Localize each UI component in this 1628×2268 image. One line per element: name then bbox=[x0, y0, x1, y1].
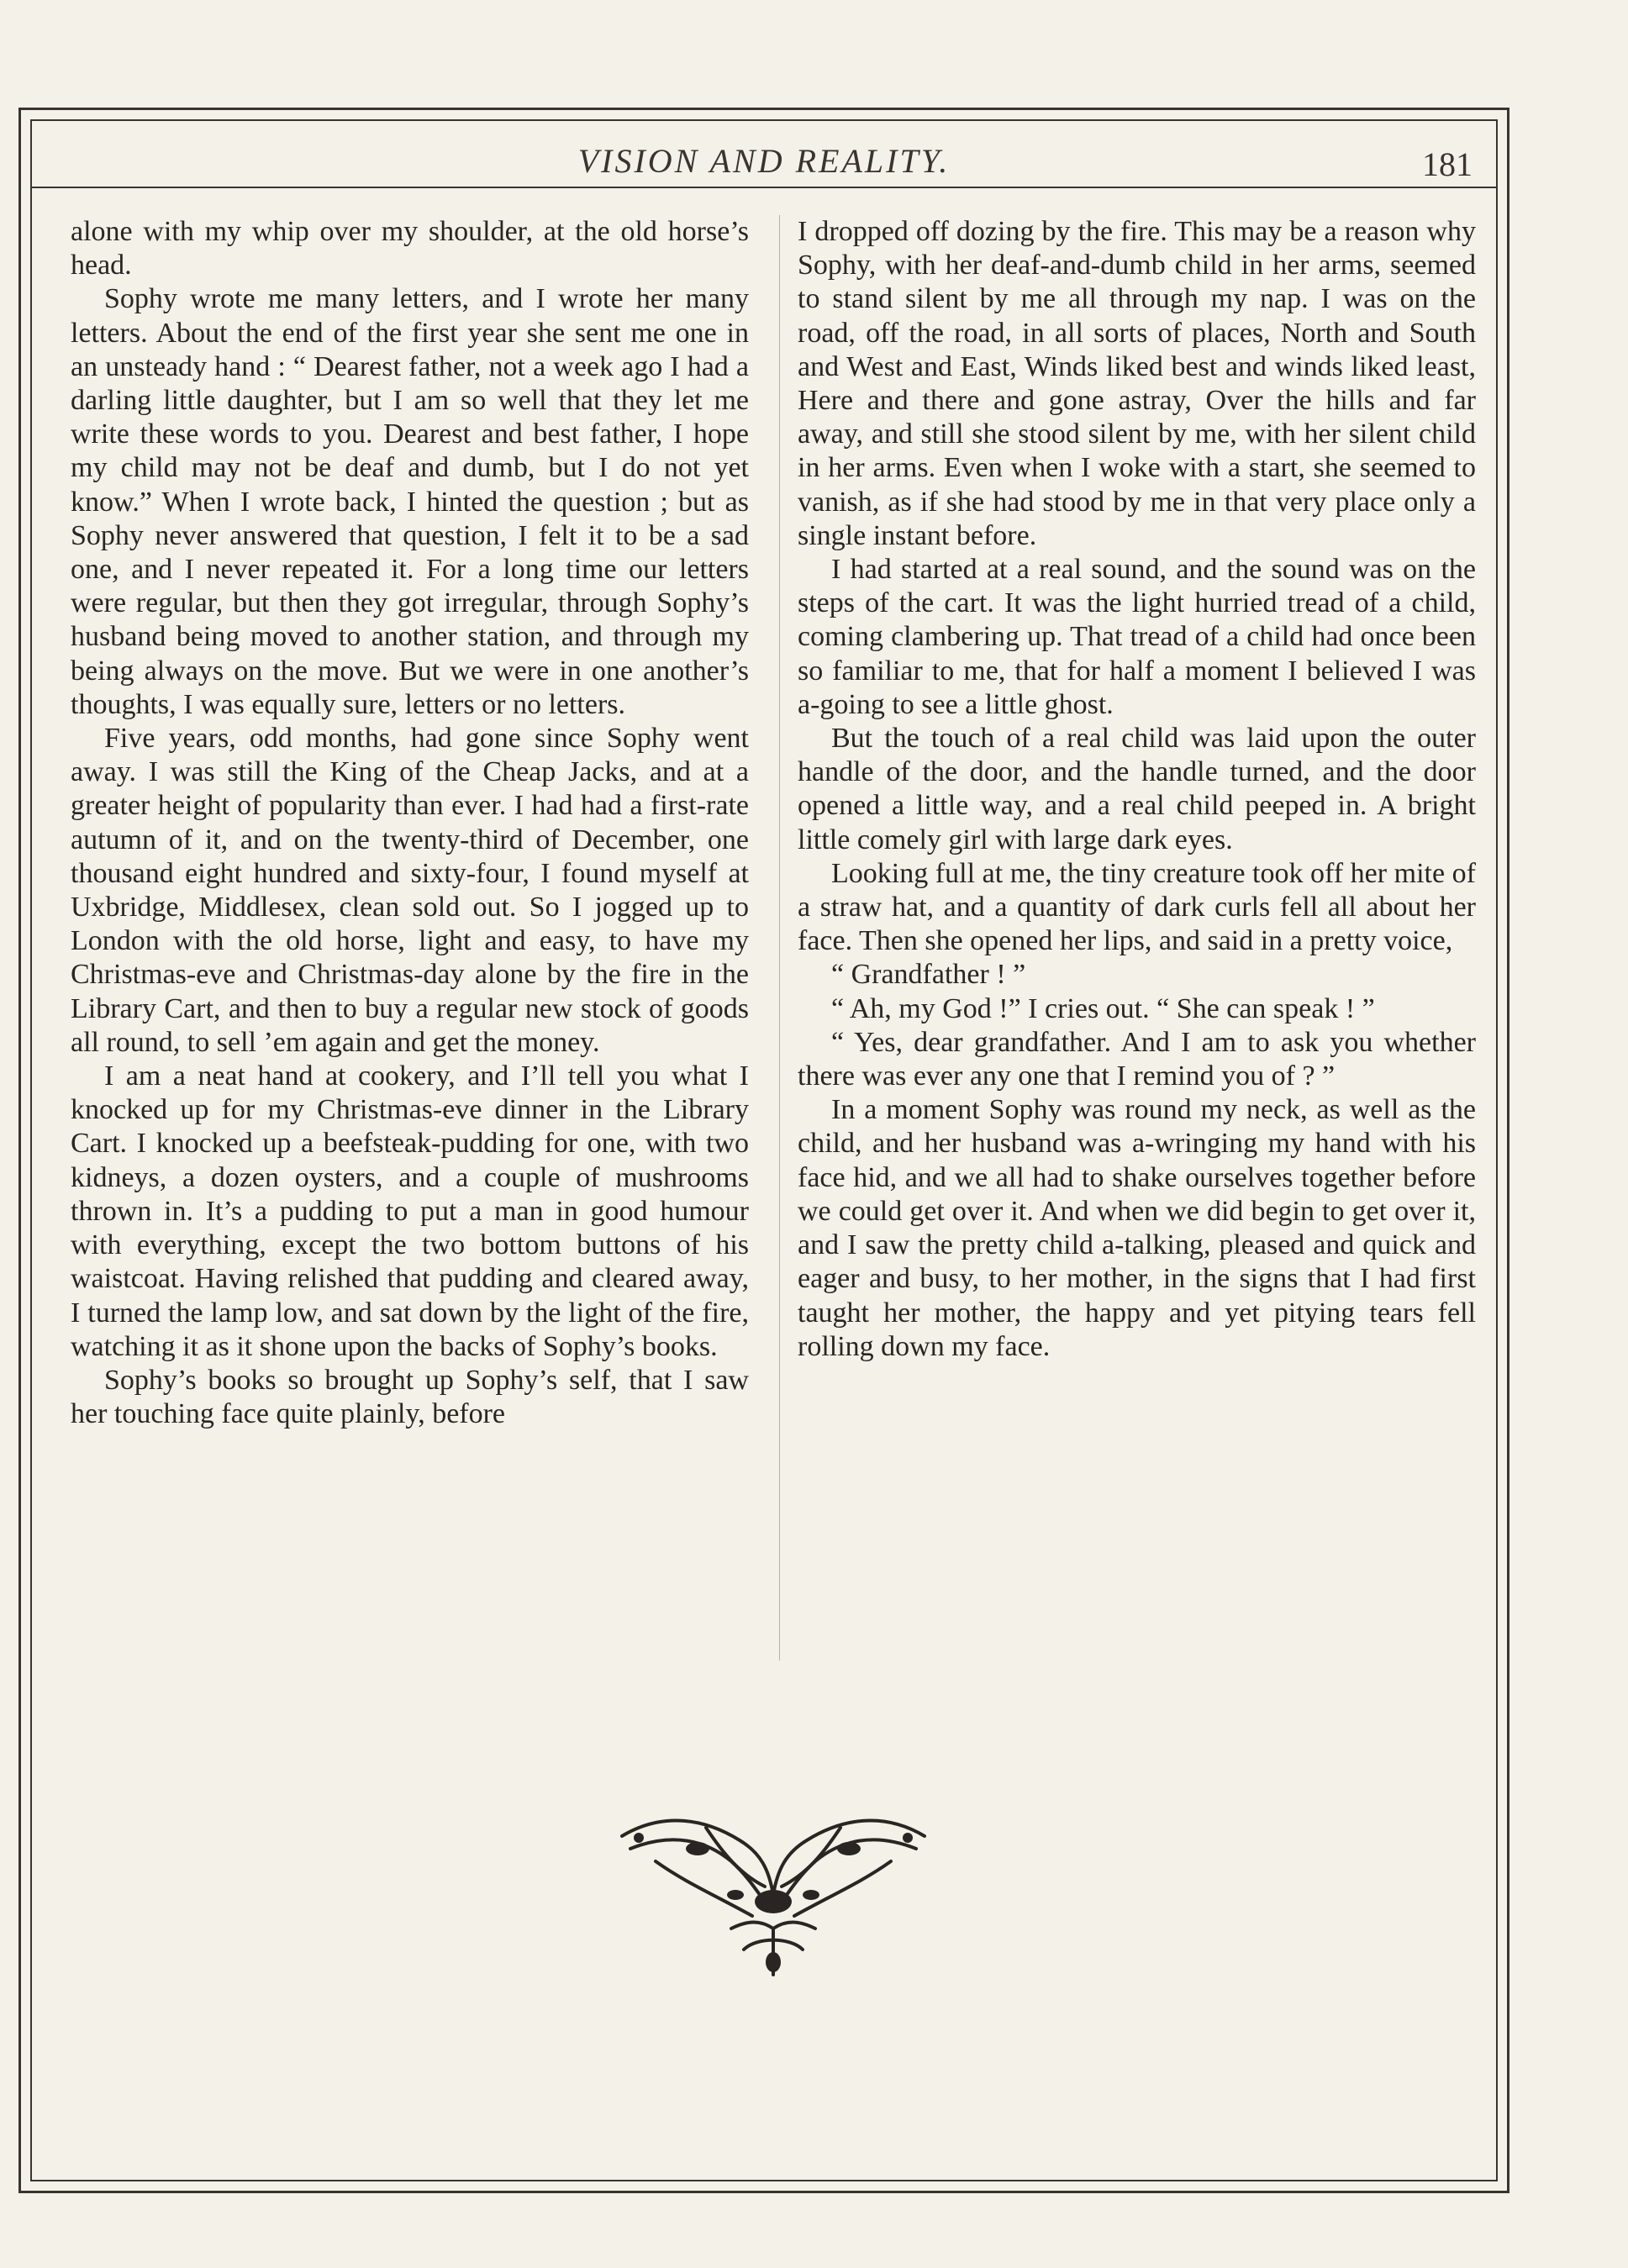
paragraph: “ Ah, my God !” I cries out. “ She can speak ! ” bbox=[831, 992, 1375, 1024]
paragraph: Sophy wrote me many letters, and I wrote her many letters. About the end of the first year she sent me one in an unsteady hand : “ Dearest father, not a week ago I had a darling little daughter, but I am so well that they let me write these words to you. Dearest and best father, I hope my child may not be deaf and dumb, but I do not yet know.” When I wrote back, I hinted the question ; but as Sophy never answered that question, I felt it to be a sad one, and I never repeated it. For a long time our letters were regular, but then they got irregular, through Sophy’s husband being moved to another station, and through my being always on the move. But we were in one another’s thoughts, I was equally sure, letters or no letters. bbox=[71, 283, 749, 720]
column-divider bbox=[779, 215, 780, 1660]
paragraph: In a moment Sophy was round my neck, as well as the child, and her husband was a-wringing my hand with his face hid, and we all had to shake ourselves together before we could get over it. And when we did begin to get over it, and I saw the pretty child a-talking, pleased and quick and eager and busy, to her mother, in the signs that I had first taught her mother, the happy and yet pitying tears fell rolling down my face. bbox=[798, 1094, 1476, 1362]
right-column bbox=[798, 215, 1476, 1364]
page-number: 181 bbox=[1422, 145, 1473, 183]
paragraph: I am a neat hand at cookery, and I’ll tell you what I knocked up for my Christmas-eve dinner in the Library Cart. I knocked up a beefsteak-pudding for one, with two kidneys, a dozen oysters, and a couple of mushrooms thrown in. It’s a pudding to put a man in good humour with everything, except the two bottom buttons of his waistcoat. Having relished that pudding and cleared away, I turned the lamp low, and sat down by the light of the fire, watching it as it shone upon the backs of Sophy’s books. bbox=[71, 1060, 749, 1362]
floral-tailpiece-ornament-icon bbox=[605, 1802, 941, 1987]
paragraph: “ Yes, dear grandfather. And I am to ask you whether there was ever any one that I remind you of ? ” bbox=[798, 1026, 1476, 1092]
paragraph: Five years, odd months, had gone since Sophy went away. I was still the King of the Cheap Jacks, and at a greater height of popularity than ever. I had had a first-rate autumn of it, and on the twenty-third of December, one thousand eight hundred and sixty-four, I found myself at Uxbridge, Middlesex, clean sold out. So I jogged up to London with the old horse, light and easy, to have my Christmas-eve and Christmas-day alone by the fire in the Library Cart, and then to buy a regular new stock of goods all round, to sell ’em again and get the money. bbox=[71, 723, 749, 1058]
header-rule bbox=[30, 187, 1498, 188]
paragraph: Sophy’s books so brought up Sophy’s self, that I saw her touching face quite plainly, before bbox=[71, 1364, 749, 1430]
paragraph: Looking full at me, the tiny creature took off her mite of a straw hat, and a quantity of dark curls fell all about her face. Then she opened her lips, and said in a pretty voice, bbox=[798, 857, 1476, 957]
paragraph: But the touch of a real child was laid upon the outer handle of the door, and the handle turned, and the door opened a little way, and a real child peeped in. A bright little comely girl with large dark eyes. bbox=[798, 723, 1476, 855]
paragraph: alone with my whip over my shoulder, at the old horse’s head. bbox=[71, 216, 749, 282]
paragraph: “ Grandfather ! ” bbox=[831, 959, 1026, 991]
paragraph: I dropped off dozing by the fire. This may be a reason why Sophy, with her deaf-and-dumb child in her arms, seemed to stand silent by me all through my nap. I was on the road, off the road, in all sorts of places, North and South and West and East, Winds liked best and winds liked least, Here and there and gone astray, Over the hills and far away, and still she stood silent by me, with her silent child in her arms. Even when I woke with a start, she seemed to vanish, as if she had stood by me in that very place only a single instant before. bbox=[798, 216, 1476, 551]
paragraph: I had started at a real sound, and the sound was on the steps of the cart. It was the light hurried tread of a child, coming clambering up. That tread of a child had once been so familiar to me, that for half a moment I believed I was a-going to see a little ghost. bbox=[798, 554, 1476, 720]
left-column bbox=[71, 215, 749, 1431]
running-title: VISION AND REALITY. bbox=[577, 142, 951, 180]
